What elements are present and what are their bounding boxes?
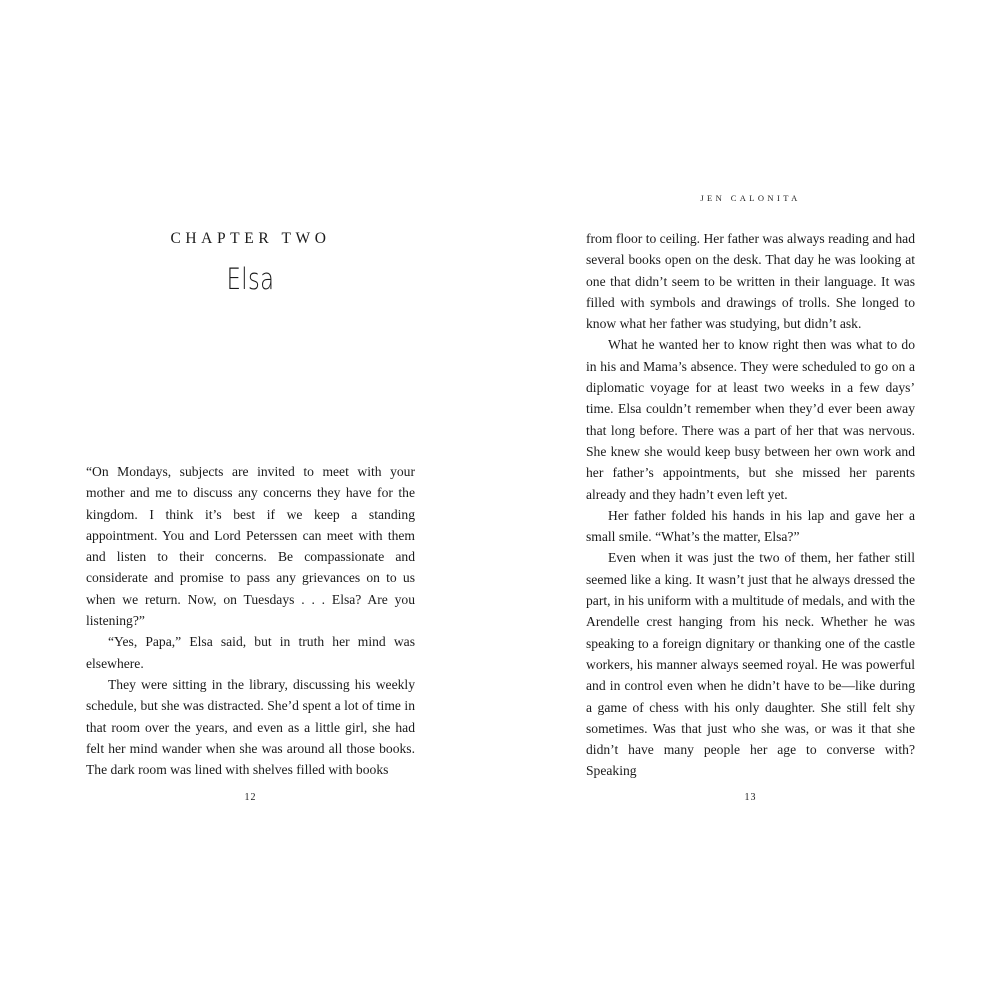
page-number-right: 13 <box>744 792 757 803</box>
paragraph: They were sitting in the library, discussing his weekly schedule, but she was distracted. She’d spent a lot of time in that room over the years, and even as a little girl, she had felt her mind wander when she was around all those books. The dark room was lined with shelves filled with books <box>86 676 415 778</box>
paragraph: What he wanted her to know right then was what to do in his and Mama’s absence. They were scheduled to go on a diplomatic voyage for at least two weeks in a few days’ time. Elsa couldn’t remember when they’d ever been away that long before. There was a part of her that was nervous. She knew she would keep busy between her own work and her father’s appointments, but she missed her parents already and they hadn’t even left yet. <box>586 337 915 502</box>
paragraph: “On Mondays, subjects are invited to meet with your mother and me to discuss any concerns they have for the kingdom. I think it’s best if we keep a standing appointment. You and Lord Peterssen can meet with them and listen to their concerns. Be compassionate and considerate and promise to pass any grievances on to us when we return. Now, on Tuesdays . . . Elsa? Are you listening?” <box>86 464 415 629</box>
paragraph: Even when it was just the two of them, her father still seemed like a king. It wasn’t just that he always dressed the part, in his uniform with a multitude of medals, and with the Arendelle crest hanging from his neck. Whether he was speaking to a foreign dignitary or thanking one of the castle workers, his manner always seemed royal. He was powerful and in control even when he didn’t have to be—like during a game of chess with his only daughter. She still felt shy sometimes. Was that just who she was, or was it that she didn’t have many people her age to converse with? Speaking <box>586 550 915 779</box>
paragraph: from floor to ceiling. Her father was always reading and had several books open on the desk. That day he was looking at one that didn’t seem to be written in their language. It was filled with symbols and drawings of trolls. She longed to know what her father was studying, but didn’t ask. <box>586 231 915 332</box>
right-page <box>586 0 915 1000</box>
chapter-label: CHAPTER TWO <box>170 230 331 247</box>
page-number-left: 12 <box>244 792 257 803</box>
left-page-body <box>86 461 415 780</box>
paragraph: Her father folded his hands in his lap and gave her a small smile. “What’s the matter, Elsa?” <box>586 507 915 545</box>
running-head: JEN CALONITA <box>700 193 801 203</box>
paragraph: “Yes, Papa,” Elsa said, but in truth her mind was elsewhere. <box>86 634 415 671</box>
right-page-body <box>586 228 915 782</box>
left-page <box>86 0 415 1000</box>
chapter-title: Elsa <box>226 262 275 296</box>
